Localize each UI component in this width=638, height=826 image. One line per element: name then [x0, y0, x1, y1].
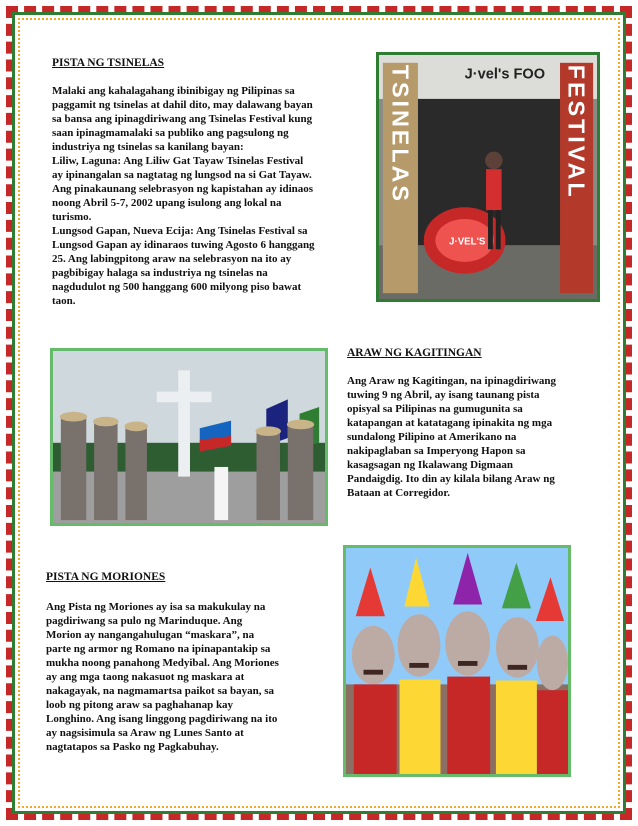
- kagitingan-text-line: katapangan at katatagang ipinakita ng mga: [347, 417, 553, 429]
- tsinelas-text-line: Ang pinakaunang selebrasyon ng kapistahan ay idinaos: [52, 183, 314, 195]
- moriones-text-line: pagdiriwang sa pulo ng Marinduque. Ang: [46, 615, 243, 627]
- moriones-text-line: parte ng armor ng Romano na ipinapantakip sa: [46, 643, 271, 655]
- tsinelas-text-line: nagdudulot ng 500 hanggang 600 milyong piso bawat: [52, 281, 302, 293]
- tsinelas-section: [52, 56, 352, 308]
- kagitingan-photo: [50, 348, 328, 526]
- tsinelas-text-line: Malaki ang kahalagahang ibinibigay ng Pilipinas sa: [52, 85, 295, 97]
- slipper-label: J·VEL'S: [449, 236, 486, 248]
- vertical-left-text: TSINELAS: [387, 64, 414, 204]
- kagitingan-text-line: nakipaglaban sa Imperyong Hapon sa: [347, 445, 526, 457]
- vertical-right-text: FESTIVAL: [563, 64, 590, 200]
- kagitingan-text-line: sundalong Pilipino at Amerikano na: [347, 431, 517, 443]
- tsinelas-text-line: paggamit ng tsinelas at dahil dito, may dalawang bayan: [52, 99, 313, 111]
- tsinelas-text-line: Liliw, Laguna: Ang Liliw Gat Tayaw Tsinelas Festival: [52, 155, 304, 167]
- kagitingan-body: [347, 374, 597, 500]
- tsinelas-festival-photo: [376, 52, 600, 302]
- moriones-body: [46, 600, 331, 754]
- tsinelas-text-line: turismo.: [52, 211, 92, 223]
- moriones-text-line: Morion ay nangangahulugan “maskara”, na: [46, 629, 255, 641]
- moriones-text-line: Ang Pista ng Moriones ay isa sa makukulay na: [46, 601, 266, 613]
- moriones-heading: PISTA NG MORIONES: [46, 571, 166, 583]
- moriones-section: [46, 570, 331, 754]
- tsinelas-text-line: Lungsod Gapan ay idinaraos tuwing Agosto 6 hanggang: [52, 239, 315, 251]
- kagitingan-text-line: opisyal sa Pilipinas na gumugunita sa: [347, 403, 523, 415]
- kagitingan-section: [347, 346, 597, 500]
- tsinelas-text-line: noong Abril 5-7, 2002 upang isulong ang lokal na: [52, 197, 282, 209]
- tsinelas-text-line: taon.: [52, 295, 76, 307]
- tsinelas-body: [52, 84, 352, 308]
- moriones-text-line: mukha noong panahong Medyibal. Ang Moriones: [46, 657, 279, 669]
- tsinelas-text-line: sa bansa ang ipinagdiriwang ang Tsinelas Festival kung: [52, 113, 313, 125]
- kagitingan-text-line: tuwing 9 ng Abril, ay isang taunang pista: [347, 389, 540, 401]
- moriones-photo: [343, 545, 571, 777]
- tsinelas-text-line: saan ipinagmamalaki sa publiko ang pagsulong ng: [52, 127, 289, 139]
- tsinelas-text-line: industriya ng tsinelas sa kanilang bayan:: [52, 141, 244, 153]
- tsinelas-text-line: 25. Ang labingpitong araw na selebrasyon na ito ay: [52, 253, 292, 265]
- kagitingan-text-line: Bataan at Corregidor.: [347, 487, 450, 499]
- kagitingan-text-line: kasagsagan ng Ikalawang Digmaan: [347, 459, 513, 471]
- tsinelas-heading: PISTA NG TSINELAS: [52, 57, 165, 69]
- kagitingan-text-line: Pandaigdig. Ito din ay kilala bilang Araw ng: [347, 473, 555, 485]
- tsinelas-text-line: pagbibigay halaga sa industriya ng tsinelas na: [52, 267, 268, 279]
- moriones-text-line: ay nagsisimula sa Araw ng Lunes Santo at: [46, 727, 244, 739]
- tsinelas-text-line: Lungsod Gapan, Nueva Ecija: Ang Tsinelas Festival sa: [52, 225, 308, 237]
- moriones-text-line: loob ng pitong araw sa paghahanap kay: [46, 699, 234, 711]
- tsinelas-text-line: ay ipinangalan sa nagtatag ng lungsod na si Gat Tayaw.: [52, 169, 312, 181]
- kagitingan-text-line: Ang Araw ng Kagitingan, na ipinagdiriwang: [347, 375, 557, 387]
- moriones-text-line: Longhino. Ang isang linggong pagdiriwang na ito: [46, 713, 278, 725]
- kagitingan-heading: ARAW NG KAGITINGAN: [347, 347, 482, 359]
- moriones-text-line: nakagayak, na nagmamartsa paikot sa bayan, sa: [46, 685, 274, 697]
- store-sign: J·vel's FOO: [464, 66, 546, 83]
- moriones-text-line: nagtatapos sa Pasko ng Pagkabuhay.: [46, 741, 219, 753]
- moriones-text-line: ay ang mga taong nakasuot ng maskara at: [46, 671, 245, 683]
